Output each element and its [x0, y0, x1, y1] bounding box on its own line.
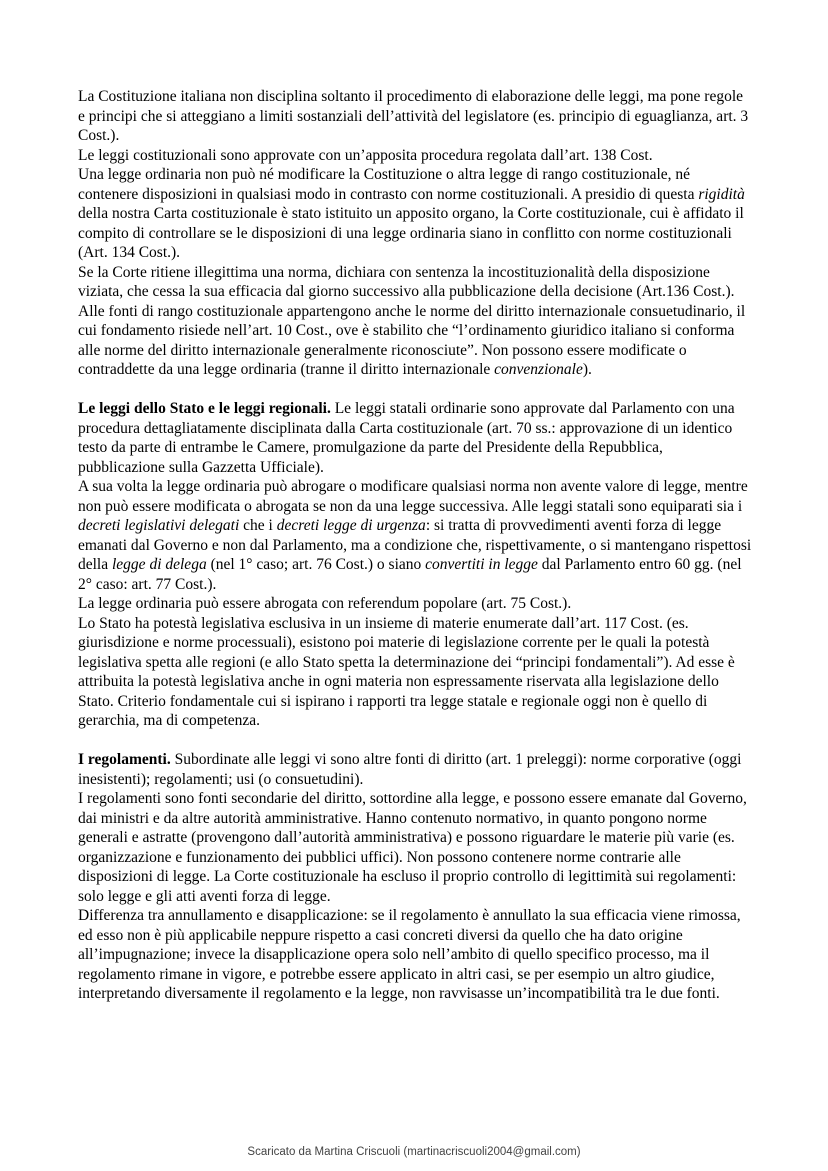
text-run: Alle fonti di rango costituzionale appartengono anche le norme del diritto internazionale consuetudinario, il cui fondamento risiede nell’art. 10 Cost., ove è stabilito che “l’ordinamento giuridico italiano si conforma alle norme del diritto internazionale generalmente riconosciute”. Non possono essere modificate o contraddette da una legge ordinaria (tranne il diritto internazionale: [78, 302, 746, 378]
download-footer: Scaricato da Martina Criscuoli (martinacriscuoli2004@gmail.com): [247, 1146, 581, 1158]
text-run: che i: [239, 517, 277, 534]
text-section-1: [78, 87, 752, 380]
italic-text-run: decreti legge di urgenza: [276, 517, 426, 534]
paragraph: [78, 750, 752, 789]
text-run: La Costituzione italiana non disciplina soltanto il procedimento di elaborazione delle leggi, ma pone regole e principi che si atteggiano a limiti sostanziali dell’attività del legislatore (es. principio di eguaglianza, art. 3 Cost.).: [78, 88, 749, 144]
paragraph: [78, 399, 752, 477]
text-run: Se la Corte ritiene illegittima una norma, dichiara con sentenza la incostituzionalità della disposizione viziata, che cessa la sua efficacia dal giorno successivo alla pubblicazione della decisione (Art.136 Cost.).: [78, 263, 735, 300]
document-body: [78, 87, 752, 1004]
text-run: Una legge ordinaria non può né modificare la Costituzione o altra legge di rango costituzionale, né contenere disposizioni in qualsiasi modo in contrasto con norme costituzionali. A presidio di questa: [78, 166, 699, 203]
text-run: Lo Stato ha potestà legislativa esclusiva in un insieme di materie enumerate dall’art. 117 Cost. (es. giurisdizione e norme processuali), esistono poi materie di legislazione corrente per le quali la potestà legislativa spetta alle regioni (e allo Stato spetta la determinazione dei “principi fondamentali”). Ad esse è attribuita la potestà legislativa anche in ogni materia non espressamente riservata alla legislazione dello Stato. Criterio fondamentale cui si ispirano i rapporti tra legge statale e regionale oggi non è quello di gerarchia, ma di competenza.: [78, 614, 735, 729]
paragraph: [78, 594, 752, 614]
paragraph: [78, 477, 752, 594]
italic-text-run: legge di delega: [112, 556, 207, 573]
text-run: dal Parlamento entro 60 gg. (nel 2° caso: art. 77 Cost.).: [78, 556, 742, 593]
bold-text-run: I regolamenti.: [78, 751, 171, 768]
italic-text-run: convenzionale: [494, 361, 583, 378]
text-run: La legge ordinaria può essere abrogata con referendum popolare (art. 75 Cost.).: [78, 595, 572, 612]
text-run: Le leggi costituzionali sono approvate con un’apposita procedura regolata dall’art. 138 Cost.: [78, 146, 653, 164]
paragraph: [78, 789, 752, 906]
text-run: : si tratta di provvedimenti aventi forza di legge emanati dal Governo e non dal Parlamento, ma a condizione che, rispettivamente, o si mantengano rispettosi della: [78, 517, 752, 573]
paragraph: [78, 302, 752, 380]
text-section-3: [78, 750, 752, 1004]
italic-text-run: decreti legislativi delegati: [78, 517, 240, 534]
text-section-2: [78, 399, 752, 731]
text-run: Subordinate alle leggi vi sono altre fonti di diritto (art. 1 preleggi): norme corporative (oggi inesistenti); regolamenti; usi (o consuetudini).: [78, 751, 742, 788]
paragraph: [78, 263, 752, 302]
paragraph: [78, 614, 752, 731]
text-run: Differenza tra annullamento e disapplicazione: se il regolamento è annullato la sua efficacia viene rimossa, ed esso non è più applicabile neppure rispetto a casi concreti diversi da quello che ha dato origine all’impugnazione; invece la disapplicazione opera solo nell’ambito di quello specifico processo, ma il regolamento rimane in vigore, e potrebbe essere applicato in altri casi, se per esempio un altro giudice, interpretando diversamente il regolamento e la legge, non ravvisasse un’incompatibilità tra le due fonti.: [78, 907, 741, 1002]
italic-text-run: rigidità: [698, 185, 745, 203]
paragraph: [78, 906, 752, 1004]
text-run: A sua volta la legge ordinaria può abrogare o modificare qualsiasi norma non avente valore di legge, mentre non può essere modificata o abrogata se non da una legge successiva. Alle leggi statali sono equiparati sia i: [78, 478, 748, 515]
text-run: della nostra Carta costituzionale è stato istituito un apposito organo, la Corte costituzionale, cui è affidato il compito di controllare se le disposizioni di una legge ordinaria siano in conflitto con norme costituzionali (Art. 134 Cost.).: [78, 205, 744, 261]
text-run: (nel 1° caso; art. 76 Cost.) o siano: [206, 556, 426, 573]
paragraph: [78, 165, 752, 263]
text-run: I regolamenti sono fonti secondarie del diritto, sottordine alla legge, e possono essere emanate dal Governo, dai ministri e da altre autorità amministrative. Hanno contenuto normativo, in quanto pongono norme generali e astratte (provengono dall’autorità amministrativa) e possono riguardare le materie più varie (es. organizzazione e funzionamento dei pubblici uffici). Non possono contenere norme contrarie alle disposizioni di legge. La Corte costituzionale ha escluso il proprio controllo di legittimità sui regolamenti: solo legge e gli atti aventi forza di legge.: [78, 790, 747, 905]
italic-text-run: convertiti in legge: [425, 556, 538, 573]
text-run: Le leggi statali ordinarie sono approvate dal Parlamento con una procedura dettagliatamente disciplinata dalla Carta costituzionale (art. 70 ss.: approvazione di un identico testo da parte di entrambe le Camere, promulgazione da parte del Presidente della Repubblica, pubblicazione sulla Gazzetta Ufficiale).: [78, 400, 735, 476]
bold-text-run: Le leggi dello Stato e le leggi regionali.: [78, 400, 331, 417]
paragraph: [78, 146, 752, 166]
paragraph: [78, 87, 752, 146]
text-run: ).: [582, 361, 592, 378]
